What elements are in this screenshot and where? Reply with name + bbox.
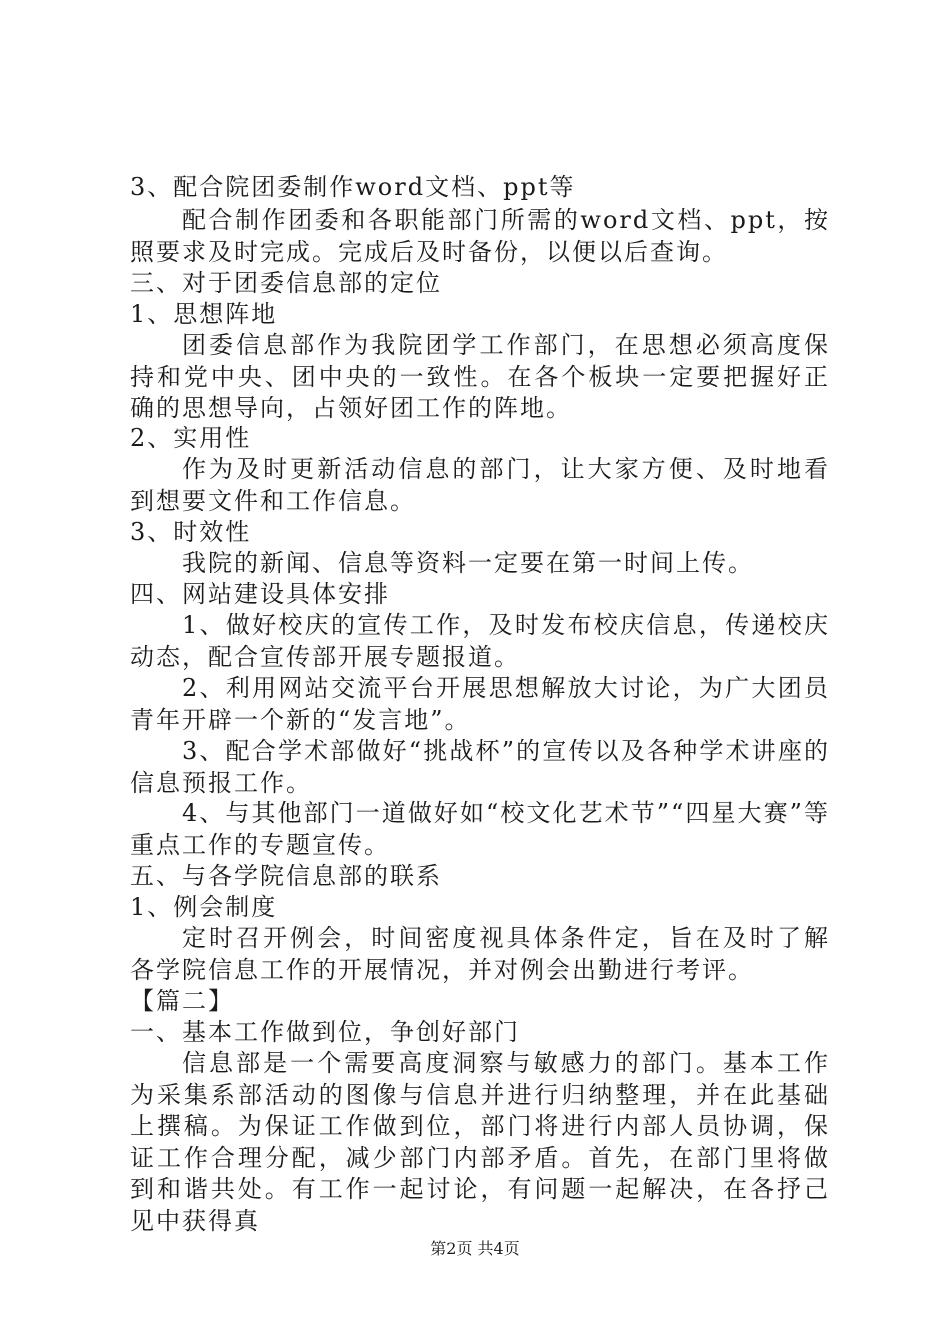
paragraph-anniversary: 1、做好校庆的宣传工作，及时发布校庆信息，传递校庆动态，配合宣传部开展专题报道。 (130, 611, 830, 671)
item-heading-ideology: 1、思想阵地 (130, 300, 278, 328)
paragraph-basic-work: 信息部是一个需要高度洞察与敏感力的部门。基本工作为采集系部活动的图像与信息并进行归纳整理，并在此基础上撰稿。为保证工作做到位，部门将进行内部人员协调，保证工作合理分配，减少部门内部矛盾。首先，在部门里将做到和谐共处。有工作一起讨论，有问题一起解决，在各抒己见中获得真 (130, 1049, 830, 1235)
item-heading-timeliness: 3、时效性 (130, 518, 252, 546)
section-heading-3: 三、对于团委信息部的定位 (130, 269, 442, 297)
paragraph-practical: 作为及时更新活动信息的部门，让大家方便、及时地看到想要文件和工作信息。 (130, 455, 830, 515)
section-heading-1: 一、基本工作做到位，争创好部门 (130, 1018, 520, 1046)
paragraph-festival: 4、与其他部门一道做好如“校文化艺术节”“四星大赛”等重点工作的专题宣传。 (130, 799, 830, 859)
section-heading-4: 四、网站建设具体安排 (130, 580, 390, 608)
section-heading-5: 五、与各学院信息部的联系 (130, 862, 442, 890)
item-heading-3-word-ppt: 3、配合院团委制作word文档、ppt等 (130, 173, 576, 201)
paragraph-challenge-cup: 3、配合学术部做好“挑战杯”的宣传以及各种学术讲座的信息预报工作。 (130, 737, 830, 797)
item-heading-practical: 2、实用性 (130, 424, 252, 452)
part-heading-2: 【篇二】 (130, 987, 234, 1015)
paragraph-word-ppt: 配合制作团委和各职能部门所需的word文档、ppt，按照要求及时完成。完成后及时备份，以便以后查询。 (130, 206, 830, 266)
paragraph-meeting: 定时召开例会，时间密度视具体条件定，旨在及时了解各学院信息工作的开展情况，并对例会出勤进行考评。 (130, 924, 830, 984)
item-heading-meeting: 1、例会制度 (130, 893, 278, 921)
paragraph-discussion: 2、利用网站交流平台开展思想解放大讨论，为广大团员青年开辟一个新的“发言地”。 (130, 674, 830, 734)
paragraph-ideology: 团委信息部作为我院团学工作部门，在思想必须高度保持和党中央、团中央的一致性。在各个板块一定要把握好正确的思想导向，占领好团工作的阵地。 (130, 331, 830, 422)
page-footer: 第2页 共4页 (430, 1239, 520, 1258)
paragraph-timeliness: 我院的新闻、信息等资料一定要在第一时间上传。 (182, 549, 754, 577)
